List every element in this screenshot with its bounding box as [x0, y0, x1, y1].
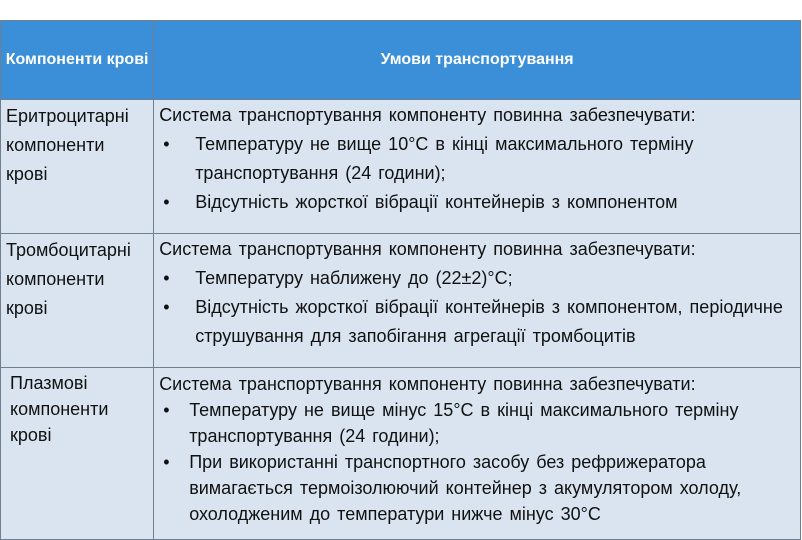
table-row	[1, 368, 801, 540]
component-name: Плазмові компоненти крові	[1, 368, 154, 540]
list-item	[159, 449, 796, 527]
bullet-icon: •	[163, 297, 170, 317]
list-item	[159, 293, 796, 351]
header-transport-conditions: Умови транспортування	[154, 21, 801, 100]
list-item	[159, 130, 796, 188]
conditions-intro: Система транспортування компоненту повинна забезпечувати:	[159, 105, 696, 125]
list-item-text: При використанні транспортного засобу без рефрижератора вимагається термоізолюючий контейнер з акумулятором холоду, охолодженим до температури нижче мінус 30°С	[189, 452, 742, 524]
transport-conditions	[154, 234, 801, 368]
component-name: Тромбоцитарні компоненти крові	[1, 234, 154, 368]
list-item-text: Відсутність жорсткої вібрації контейнерів з компонентом, періодичне струшування для запобігання агрегації тромбоцитів	[195, 297, 783, 346]
conditions-intro: Система транспортування компоненту повинна забезпечувати:	[159, 239, 696, 259]
bullet-icon: •	[163, 192, 170, 212]
conditions-list	[159, 264, 796, 351]
list-item	[159, 188, 796, 217]
table-row	[1, 100, 801, 234]
conditions-list	[159, 397, 796, 527]
component-name: Еритроцитарні компоненти крові	[1, 100, 154, 234]
table-row	[1, 234, 801, 368]
list-item-text: Відсутність жорсткої вібрації контейнерів з компонентом	[195, 192, 678, 212]
conditions-list	[159, 130, 796, 217]
transport-conditions	[154, 100, 801, 234]
conditions-intro: Система транспортування компоненту повинна забезпечувати:	[159, 374, 696, 394]
transport-conditions	[154, 368, 801, 540]
list-item	[159, 397, 796, 449]
bullet-icon: •	[163, 452, 170, 472]
list-item-text: Температуру не вище мінус 15°С в кінці максимального терміну транспортування (24 години);	[189, 400, 739, 446]
blood-transport-table	[0, 20, 801, 540]
bullet-icon: •	[163, 400, 170, 420]
table-header-row	[1, 21, 801, 100]
header-components: Компоненти крові	[1, 21, 154, 100]
bullet-icon: •	[163, 134, 170, 154]
list-item	[159, 264, 796, 293]
bullet-icon: •	[163, 268, 170, 288]
list-item-text: Температуру наближену до (22±2)°С;	[195, 268, 513, 288]
list-item-text: Температуру не вище 10°С в кінці максимального терміну транспортування (24 години);	[195, 134, 694, 183]
